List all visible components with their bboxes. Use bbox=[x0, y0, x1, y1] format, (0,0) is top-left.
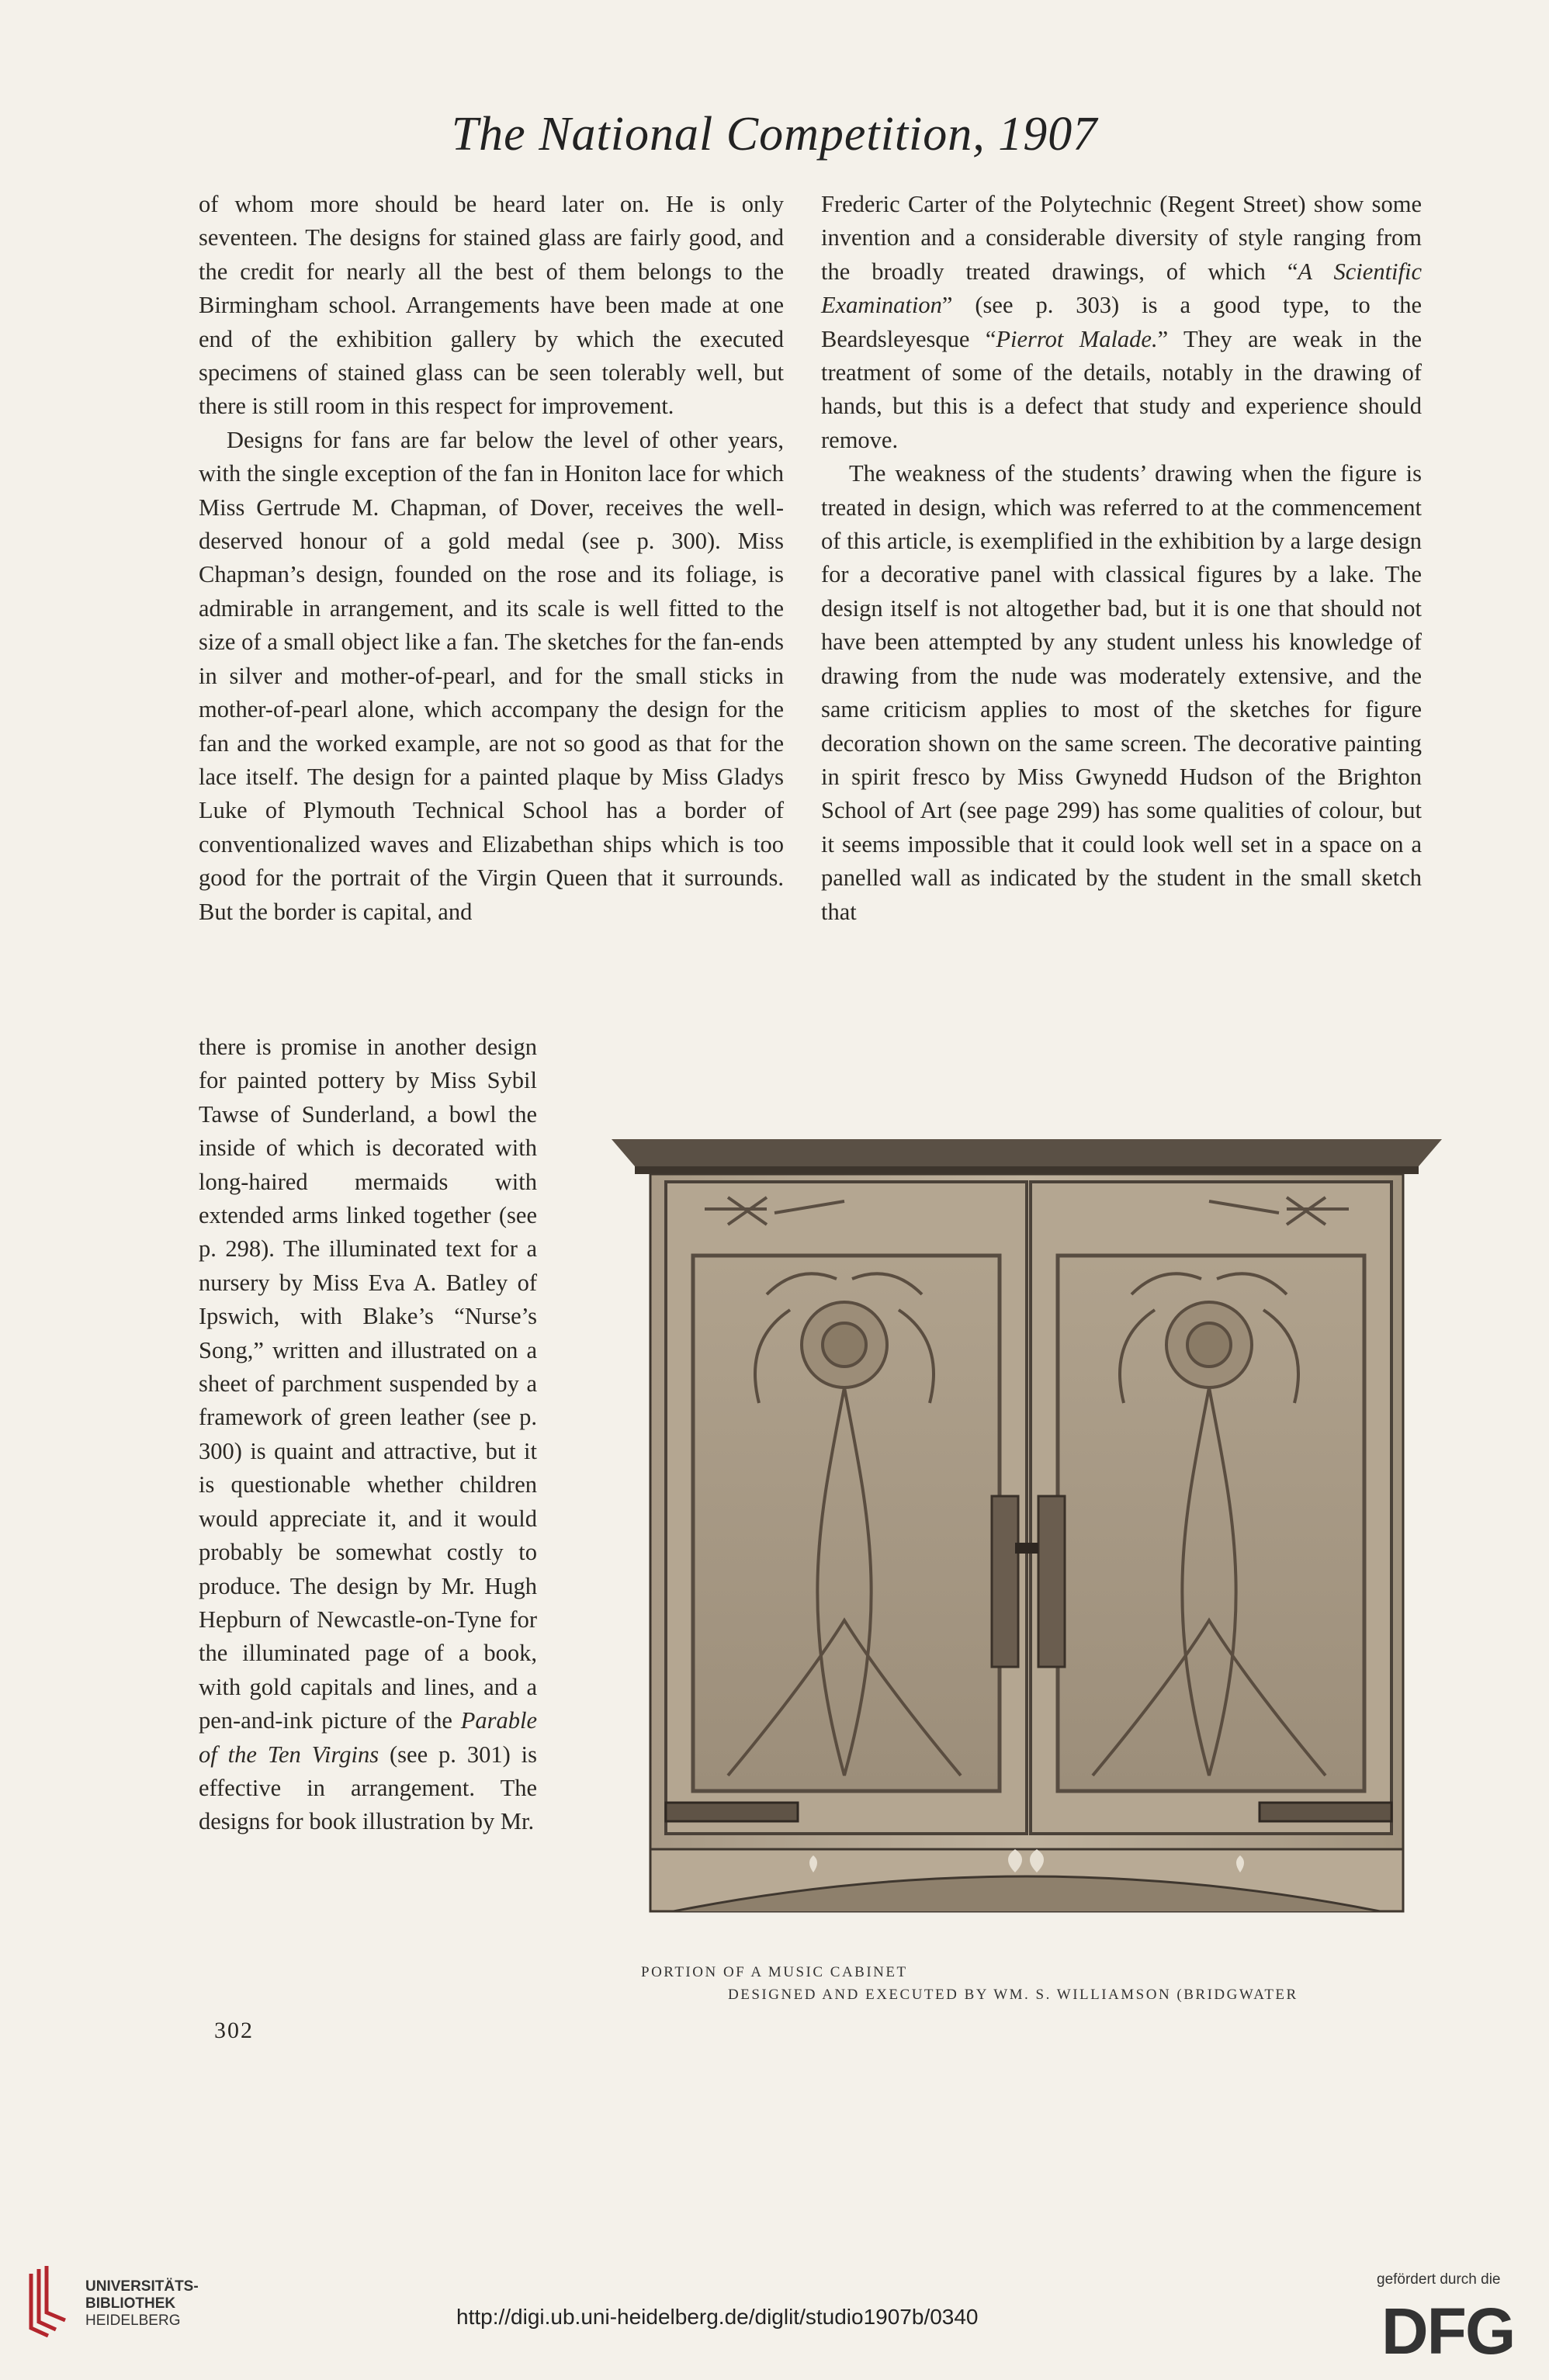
right-column bbox=[821, 188, 1422, 929]
dfg-logo: DFG bbox=[1381, 2295, 1515, 2368]
cabinet-cornice bbox=[612, 1139, 1442, 1166]
hinge-left bbox=[666, 1803, 798, 1821]
figure-caption-line1: PORTION OF A MUSIC CABINET bbox=[641, 1964, 908, 1980]
italic-title: Parable of the Ten Virgins bbox=[199, 1707, 537, 1768]
paragraph: The weakness of the students’ drawing when the figure is treated in design, which was referred to at the commencement of this article, is exemplified in the exhibition by a large design for a decorative panel with classical figures by a lake. The design itself is not altogether bad, but it is one that should not have been attempted by any student unless his knowledge of drawing from the nude was moderately extensive, and the same criticism applies to most of the sketches for figure decoration shown on the same screen. The decorative painting in spirit fresco by Miss Gwynedd Hudson of the Brighton School of Art (see page 299) has some qualities of colour, but it seems impossible that it could look well set in a space on a panelled wall as indicated by the student in the small sketch that bbox=[821, 460, 1422, 925]
library-name bbox=[85, 2278, 199, 2330]
text-run: ” They are weak in the treatment of some of the details, notably in the drawing of hands, but this is a defect that study and experience should remove. bbox=[821, 325, 1422, 453]
running-title: The National Competition, 1907 bbox=[451, 108, 1098, 161]
text-run: (see p. 301) is effective in arrangement. The designs for book illustration by Mr. bbox=[199, 1741, 537, 1835]
text-run: ” (see p. 303) is a good type, to the Beardsleyesque “ bbox=[821, 292, 1422, 352]
text-run: there is promise in another design for painted pottery by Miss Sybil Tawse of Sunderland, a bowl the inside of which is decorated with long-haired mermaids with extended arms linked together (see p. 298). The illuminated text for a nursery by Miss Eva A. Batley of Ipswich, with Blake’s “Nurse’s Song,” written and illustrated on a sheet of parchment suspended by a framework of green leather (see p. 300) is quaint and attractive, but it is questionable whether children would appreciate it, and it would probably be somewhat costly to produce. The design by Mr. Hugh Hepburn of Newcastle-on-Tyne for the illuminated page of a book, with gold capitals and lines, and a pen-and-ink picture of the bbox=[199, 1034, 537, 1734]
library-line: HEIDELBERG bbox=[85, 2312, 181, 2329]
paragraph: of whom more should be heard later on. He is only seventeen. The designs for stained glass are fairly good, and the credit for nearly all the best of them belongs to the Birmingham school. Arrangements have been made at one end of the exhibition gallery by which the executed specimens of stained glass can be seen tolerably well, but there is still room in this respect for improvement. bbox=[199, 191, 784, 420]
paragraph bbox=[821, 188, 1422, 457]
left-column-top bbox=[199, 188, 784, 929]
italic-title: Pierrot Malade. bbox=[996, 325, 1158, 352]
figure-caption-line2: DESIGNED AND EXECUTED BY WM. S. WILLIAMSON (BRIDGWATER bbox=[728, 1987, 1298, 2003]
italic-title: A Scientific Examination bbox=[821, 258, 1422, 319]
lock-plate-left bbox=[992, 1496, 1018, 1667]
music-cabinet-illustration bbox=[612, 1108, 1442, 1954]
paragraph bbox=[199, 1031, 537, 1839]
library-logo-icon bbox=[25, 2266, 71, 2337]
library-line: BIBLIOTHEK bbox=[85, 2295, 176, 2312]
funding-note: gefördert durch die bbox=[1377, 2271, 1501, 2288]
left-column-narrow bbox=[199, 1031, 537, 1839]
text-run: Frederic Carter of the Polytechnic (Regent Street) show some invention and a considerable diversity of style ranging from the broadly treated drawings, of which “ bbox=[821, 191, 1422, 285]
lock-plate-right bbox=[1038, 1496, 1065, 1667]
permalink-url[interactable]: http://digi.ub.uni-heidelberg.de/diglit/studio1907b/0340 bbox=[456, 2305, 979, 2329]
paragraph: Designs for fans are far below the level of other years, with the single exception of the fan in Honiton lace for which Miss Gertrude M. Chapman, of Dover, receives the well-deserved honour of a gold medal (see p. 300). Miss Chapman’s design, founded on the rose and its foliage, is admirable in arrangement, and its scale is well fitted to the size of a small object like a fan. The sketches for the fan-ends in silver and mother-of-pearl, and for the small sticks in mother-of-pearl alone, which accompany the design for the fan and the worked example, are not so good as that for the lace itself. The design for a painted plaque by Miss Gladys Luke of Plymouth Technical School has a border of conventionalized waves and Elizabethan ships which is too good for the portrait of the Virgin Queen that it surrounds. But the border is capital, and bbox=[199, 426, 784, 925]
latch bbox=[1015, 1543, 1038, 1554]
page-number: 302 bbox=[214, 2018, 254, 2043]
hinge-right bbox=[1260, 1803, 1391, 1821]
library-line: UNIVERSITÄTS- bbox=[85, 2278, 199, 2295]
